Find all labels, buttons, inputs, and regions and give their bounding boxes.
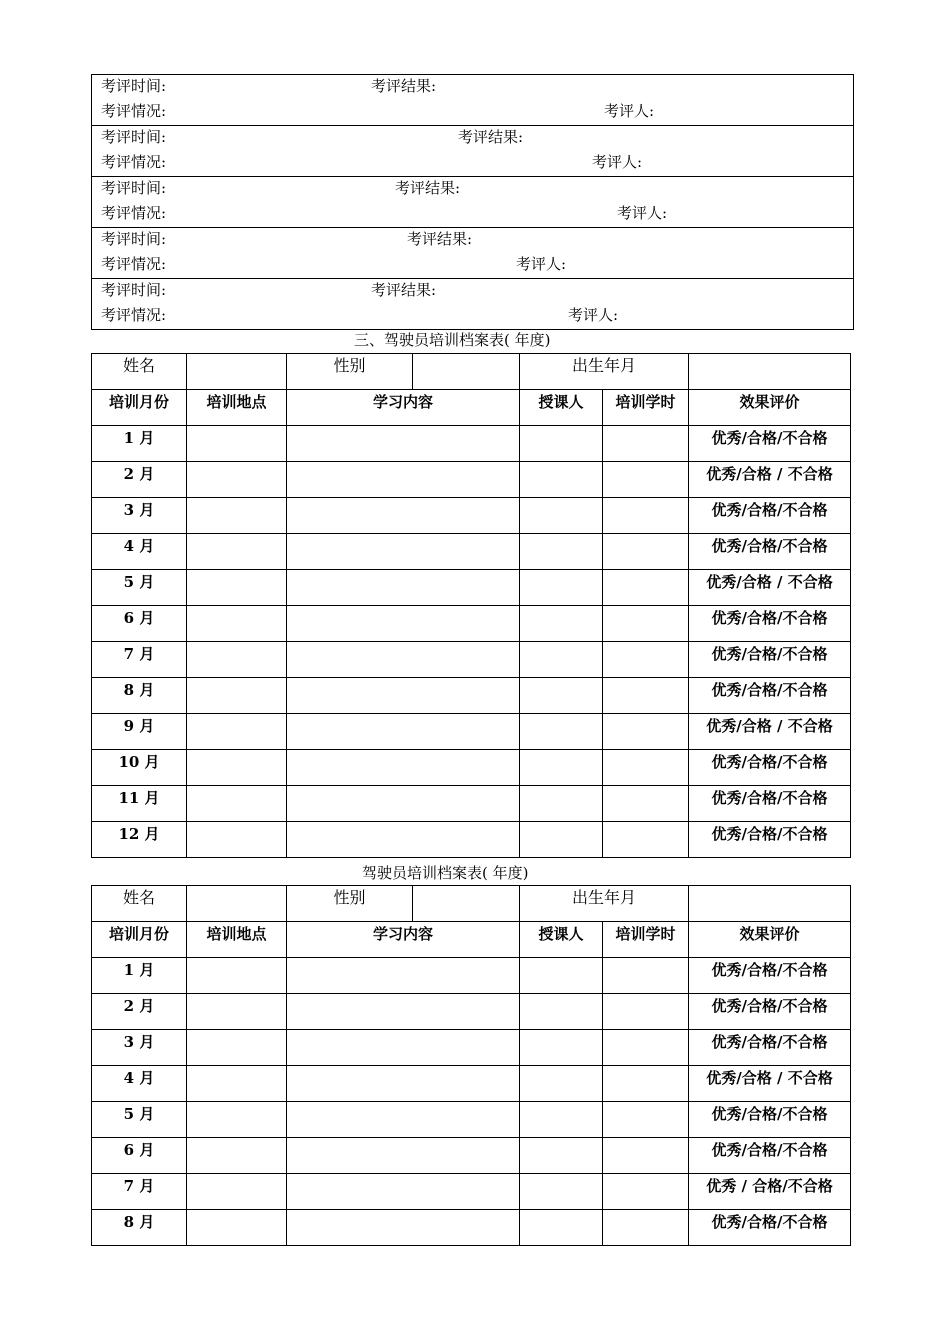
birth-date-value-cell[interactable] [689,886,851,922]
name-label: 姓名 [92,886,187,922]
evaluation-records [91,74,854,330]
eval-situation-label: 考评情况: [101,102,167,120]
study-content-cell[interactable] [287,462,520,498]
month-cell: 4 月 [92,1066,187,1102]
table-row [92,426,851,462]
training-hours-cell[interactable] [603,994,689,1030]
instructor-cell[interactable] [520,426,603,462]
instructor-cell[interactable] [520,822,603,858]
study-content-cell[interactable] [287,642,520,678]
month-cell: 3 月 [92,498,187,534]
training-location-cell[interactable] [187,1174,287,1210]
evaluation-cell: 优秀/合格/不合格 [689,426,851,462]
training-record-table [91,353,851,858]
training-location-cell[interactable] [187,462,287,498]
instructor-cell[interactable] [520,462,603,498]
instructor-cell[interactable] [520,570,603,606]
header-study-content: 学习内容 [287,390,520,426]
training-hours-cell[interactable] [603,642,689,678]
gender-value-cell[interactable] [413,354,520,390]
study-content-cell[interactable] [287,714,520,750]
training-location-cell[interactable] [187,1030,287,1066]
training-hours-cell[interactable] [603,498,689,534]
study-content-cell[interactable] [287,570,520,606]
header-training-month: 培训月份 [92,922,187,958]
eval-result-label: 考评结果: [458,128,524,146]
evaluation-cell: 优秀/合格/不合格 [689,822,851,858]
training-hours-cell[interactable] [603,534,689,570]
evaluation-cell: 优秀/合格/不合格 [689,1138,851,1174]
evaluator-label: 考评人: [592,153,643,171]
name-value-cell[interactable] [187,886,287,922]
table-row [92,714,851,750]
month-cell: 1 月 [92,958,187,994]
training-location-cell[interactable] [187,498,287,534]
instructor-cell[interactable] [520,1030,603,1066]
training-hours-cell[interactable] [603,678,689,714]
instructor-cell[interactable] [520,534,603,570]
training-location-cell[interactable] [187,714,287,750]
evaluator-label: 考评人: [604,102,655,120]
instructor-cell[interactable] [520,642,603,678]
gender-label: 性别 [287,886,413,922]
month-cell: 4 月 [92,534,187,570]
header-training-hours: 培训学时 [603,922,689,958]
header-effect-evaluation: 效果评价 [689,390,851,426]
evaluation-cell: 优秀/合格/不合格 [689,786,851,822]
evaluation-block [92,177,853,228]
training-hours-cell[interactable] [603,786,689,822]
eval-result-label: 考评结果: [371,281,437,299]
table-row [92,750,851,786]
evaluation-cell: 优秀/合格 / 不合格 [689,1066,851,1102]
header-row [92,922,851,958]
eval-situation-label: 考评情况: [101,153,167,171]
evaluation-cell: 优秀/合格/不合格 [689,1102,851,1138]
eval-result-label: 考评结果: [407,230,473,248]
training-location-cell[interactable] [187,570,287,606]
training-hours-cell[interactable] [603,1210,689,1246]
instructor-cell[interactable] [520,714,603,750]
evaluation-cell: 优秀/合格/不合格 [689,1210,851,1246]
month-cell: 7 月 [92,642,187,678]
instructor-cell[interactable] [520,1210,603,1246]
evaluation-cell: 优秀/合格/不合格 [689,534,851,570]
instructor-cell[interactable] [520,678,603,714]
training-hours-cell[interactable] [603,750,689,786]
evaluator-label: 考评人: [568,306,619,324]
training-hours-cell[interactable] [603,462,689,498]
table-row [92,1210,851,1246]
instructor-cell[interactable] [520,750,603,786]
study-content-cell[interactable] [287,1066,520,1102]
training-location-cell[interactable] [187,994,287,1030]
study-content-cell[interactable] [287,1210,520,1246]
training-hours-cell[interactable] [603,822,689,858]
instructor-cell[interactable] [520,786,603,822]
training-location-cell[interactable] [187,1210,287,1246]
study-content-cell[interactable] [287,822,520,858]
training-location-cell[interactable] [187,958,287,994]
eval-time-label: 考评时间: [101,230,167,248]
table-row [92,606,851,642]
month-cell: 10 月 [92,750,187,786]
table-row [92,1102,851,1138]
study-content-cell[interactable] [287,1174,520,1210]
header-training-hours: 培训学时 [603,390,689,426]
training-hours-cell[interactable] [603,1174,689,1210]
birth-date-value-cell[interactable] [689,354,851,390]
evaluation-cell: 优秀/合格/不合格 [689,1030,851,1066]
table-row [92,678,851,714]
table-row [92,786,851,822]
training-hours-cell[interactable] [603,570,689,606]
table-row [92,1030,851,1066]
study-content-cell[interactable] [287,426,520,462]
evaluation-block [92,279,853,329]
instructor-cell[interactable] [520,994,603,1030]
table-row [92,1138,851,1174]
month-cell: 6 月 [92,606,187,642]
training-hours-cell[interactable] [603,1102,689,1138]
month-cell: 5 月 [92,1102,187,1138]
training-location-cell[interactable] [187,678,287,714]
month-cell: 12 月 [92,822,187,858]
personal-info-row [92,886,851,922]
header-instructor: 授课人 [520,390,603,426]
month-cell: 5 月 [92,570,187,606]
name-label: 姓名 [92,354,187,390]
table-row [92,958,851,994]
evaluation-cell: 优秀/合格/不合格 [689,606,851,642]
training-record-table [91,885,851,1246]
study-content-cell[interactable] [287,750,520,786]
header-row [92,390,851,426]
training-location-cell[interactable] [187,822,287,858]
header-training-location: 培训地点 [187,922,287,958]
month-cell: 8 月 [92,678,187,714]
eval-result-label: 考评结果: [371,77,437,95]
training-location-cell[interactable] [187,606,287,642]
name-value-cell[interactable] [187,354,287,390]
evaluator-label: 考评人: [617,204,668,222]
table-row [92,994,851,1030]
evaluation-cell: 优秀/合格 / 不合格 [689,462,851,498]
study-content-cell[interactable] [287,1030,520,1066]
eval-result-label: 考评结果: [395,179,461,197]
evaluation-cell: 优秀/合格/不合格 [689,958,851,994]
eval-situation-label: 考评情况: [101,204,167,222]
table-row [92,1174,851,1210]
instructor-cell[interactable] [520,1174,603,1210]
month-cell: 2 月 [92,994,187,1030]
training-location-cell[interactable] [187,642,287,678]
month-cell: 2 月 [92,462,187,498]
header-instructor: 授课人 [520,922,603,958]
instructor-cell[interactable] [520,1102,603,1138]
instructor-cell[interactable] [520,958,603,994]
gender-label: 性别 [287,354,413,390]
table-row [92,498,851,534]
study-content-cell[interactable] [287,606,520,642]
gender-value-cell[interactable] [413,886,520,922]
study-content-cell[interactable] [287,1102,520,1138]
evaluation-cell: 优秀/合格/不合格 [689,678,851,714]
table-row [92,534,851,570]
table-row [92,822,851,858]
study-content-cell[interactable] [287,498,520,534]
month-cell: 7 月 [92,1174,187,1210]
eval-time-label: 考评时间: [101,128,167,146]
eval-situation-label: 考评情况: [101,255,167,273]
training-hours-cell[interactable] [603,1030,689,1066]
evaluator-label: 考评人: [516,255,567,273]
table-caption: 驾驶员培训档案表( 年度) [362,864,529,882]
training-hours-cell[interactable] [603,714,689,750]
month-cell: 11 月 [92,786,187,822]
training-hours-cell[interactable] [603,958,689,994]
study-content-cell[interactable] [287,786,520,822]
evaluation-block [92,228,853,279]
birth-date-label: 出生年月 [520,354,689,390]
month-cell: 8 月 [92,1210,187,1246]
training-location-cell[interactable] [187,1138,287,1174]
study-content-cell[interactable] [287,534,520,570]
training-hours-cell[interactable] [603,606,689,642]
study-content-cell[interactable] [287,1138,520,1174]
training-location-cell[interactable] [187,750,287,786]
table-row [92,642,851,678]
header-study-content: 学习内容 [287,922,520,958]
header-effect-evaluation: 效果评价 [689,922,851,958]
evaluation-cell: 优秀/合格/不合格 [689,750,851,786]
month-cell: 6 月 [92,1138,187,1174]
training-hours-cell[interactable] [603,1138,689,1174]
evaluation-cell: 优秀/合格 / 不合格 [689,714,851,750]
training-location-cell[interactable] [187,1102,287,1138]
birth-date-label: 出生年月 [520,886,689,922]
header-training-location: 培训地点 [187,390,287,426]
evaluation-cell: 优秀 / 合格/不合格 [689,1174,851,1210]
table-row [92,570,851,606]
eval-time-label: 考评时间: [101,281,167,299]
instructor-cell[interactable] [520,1138,603,1174]
month-cell: 1 月 [92,426,187,462]
evaluation-cell: 优秀/合格 / 不合格 [689,570,851,606]
evaluation-block [92,75,853,126]
evaluation-cell: 优秀/合格/不合格 [689,642,851,678]
table-row [92,1066,851,1102]
header-training-month: 培训月份 [92,390,187,426]
table-row [92,462,851,498]
training-location-cell[interactable] [187,426,287,462]
study-content-cell[interactable] [287,678,520,714]
training-location-cell[interactable] [187,1066,287,1102]
table-caption: 三、驾驶员培训档案表( 年度) [354,331,551,349]
training-location-cell[interactable] [187,534,287,570]
training-hours-cell[interactable] [603,426,689,462]
eval-time-label: 考评时间: [101,77,167,95]
study-content-cell[interactable] [287,994,520,1030]
study-content-cell[interactable] [287,958,520,994]
personal-info-row [92,354,851,390]
eval-situation-label: 考评情况: [101,306,167,324]
evaluation-cell: 优秀/合格/不合格 [689,498,851,534]
training-hours-cell[interactable] [603,1066,689,1102]
training-location-cell[interactable] [187,786,287,822]
month-cell: 9 月 [92,714,187,750]
evaluation-cell: 优秀/合格/不合格 [689,994,851,1030]
instructor-cell[interactable] [520,1066,603,1102]
evaluation-block [92,126,853,177]
instructor-cell[interactable] [520,606,603,642]
instructor-cell[interactable] [520,498,603,534]
eval-time-label: 考评时间: [101,179,167,197]
month-cell: 3 月 [92,1030,187,1066]
